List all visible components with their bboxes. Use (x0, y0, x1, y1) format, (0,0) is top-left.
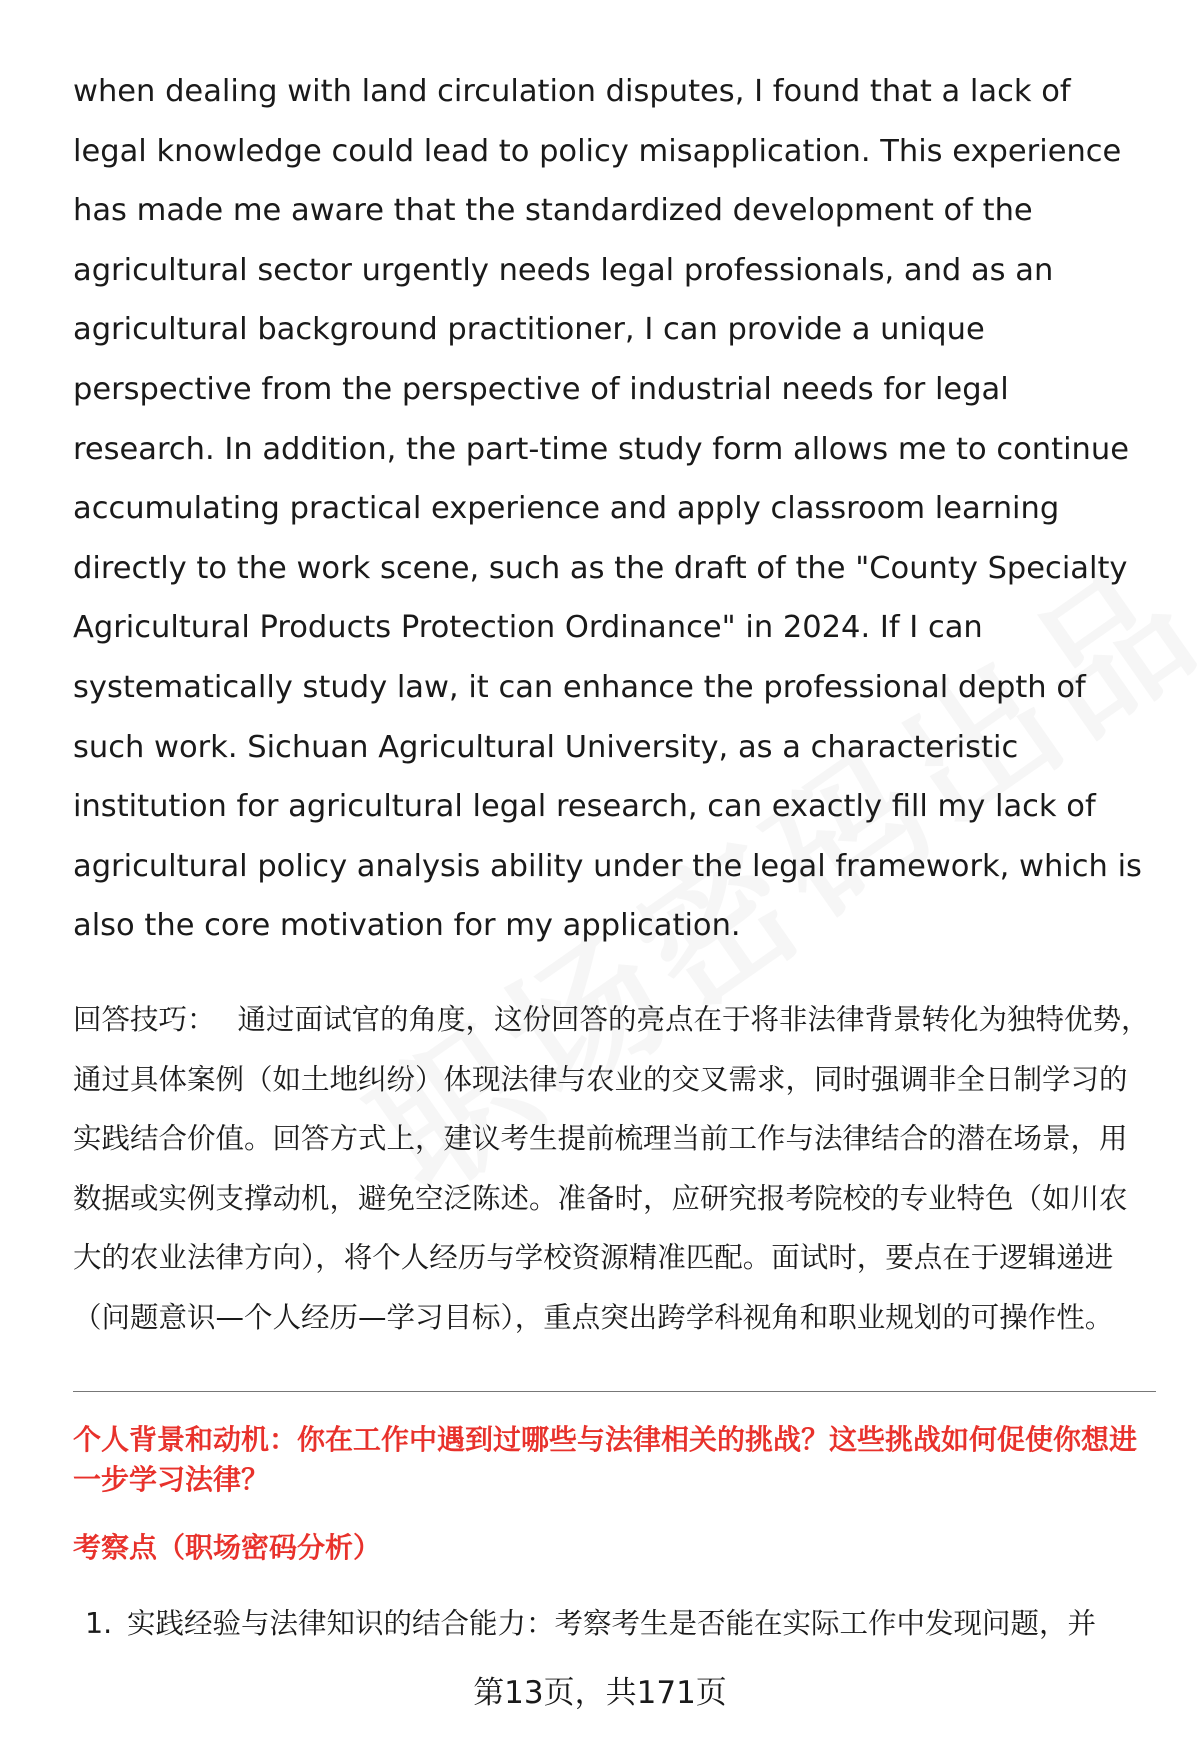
list-item-text: 实践经验与法律知识的结合能力：考察考生是否能在实际工作中发现问题，并 (127, 1607, 1097, 1641)
section-title: 考察点（职场密码分析） (73, 1531, 382, 1565)
page-footer: 第13页，共171页 (473, 1675, 727, 1711)
assessment-list (73, 1594, 1153, 1654)
tips-paragraph (73, 990, 1153, 1348)
document-body (73, 62, 1153, 1654)
tips-text: 通过面试官的角度，这份回答的亮点在于将非法律背景转化为独特优势，通过具体案例（如土地纠纷）体现法律与农业的交叉需求，同时强调非全日制学习的实践结合价值。回答方式上，建议考生提前梳理当前工作与法律结合的潜在场景，用数据或实例支撑动机，避免空泛陈述。准备时，应研究报考院校的专业特色（如川农大的农业法律方向），将个人经历与学校资源精准匹配。面试时，要点在于逻辑递进（问题意识—个人经历—学习目标），重点突出跨学科视角和职业规划的可操作性。 (73, 1002, 1150, 1334)
list-item (85, 1594, 1153, 1654)
tips-label: 回答技巧： (73, 1002, 216, 1036)
answer-paragraph: when dealing with land circulation disputes, I found that a lack of legal knowledge could lead to policy misapplication. This experience has made me aware that the standardized development of the agricultural sector urgently needs legal professionals, and as an agricultural background practitioner, I can provide a unique perspective from the perspective of industrial needs for legal research. In addition, the part-time study form allows me to continue accumulating practical experience and apply classroom learning directly to the work scene, such as the draft of the "County Specialty Agricultural Products Protection Ordinance" in 2024. If I can systematically study law, it can enhance the professional depth of such work. Sichuan Agricultural University, as a characteristic institution for agricultural legal research, can exactly fill my lack of agricultural policy analysis ability under the legal framework, which is also the core motivation for my application. (73, 74, 1142, 944)
question-heading: 个人背景和动机：你在工作中遇到过哪些与法律相关的挑战？这些挑战如何促使你想进一步学习法律？ (73, 1423, 1138, 1497)
section-divider (73, 1391, 1156, 1392)
list-item-number: 1. (85, 1607, 113, 1641)
